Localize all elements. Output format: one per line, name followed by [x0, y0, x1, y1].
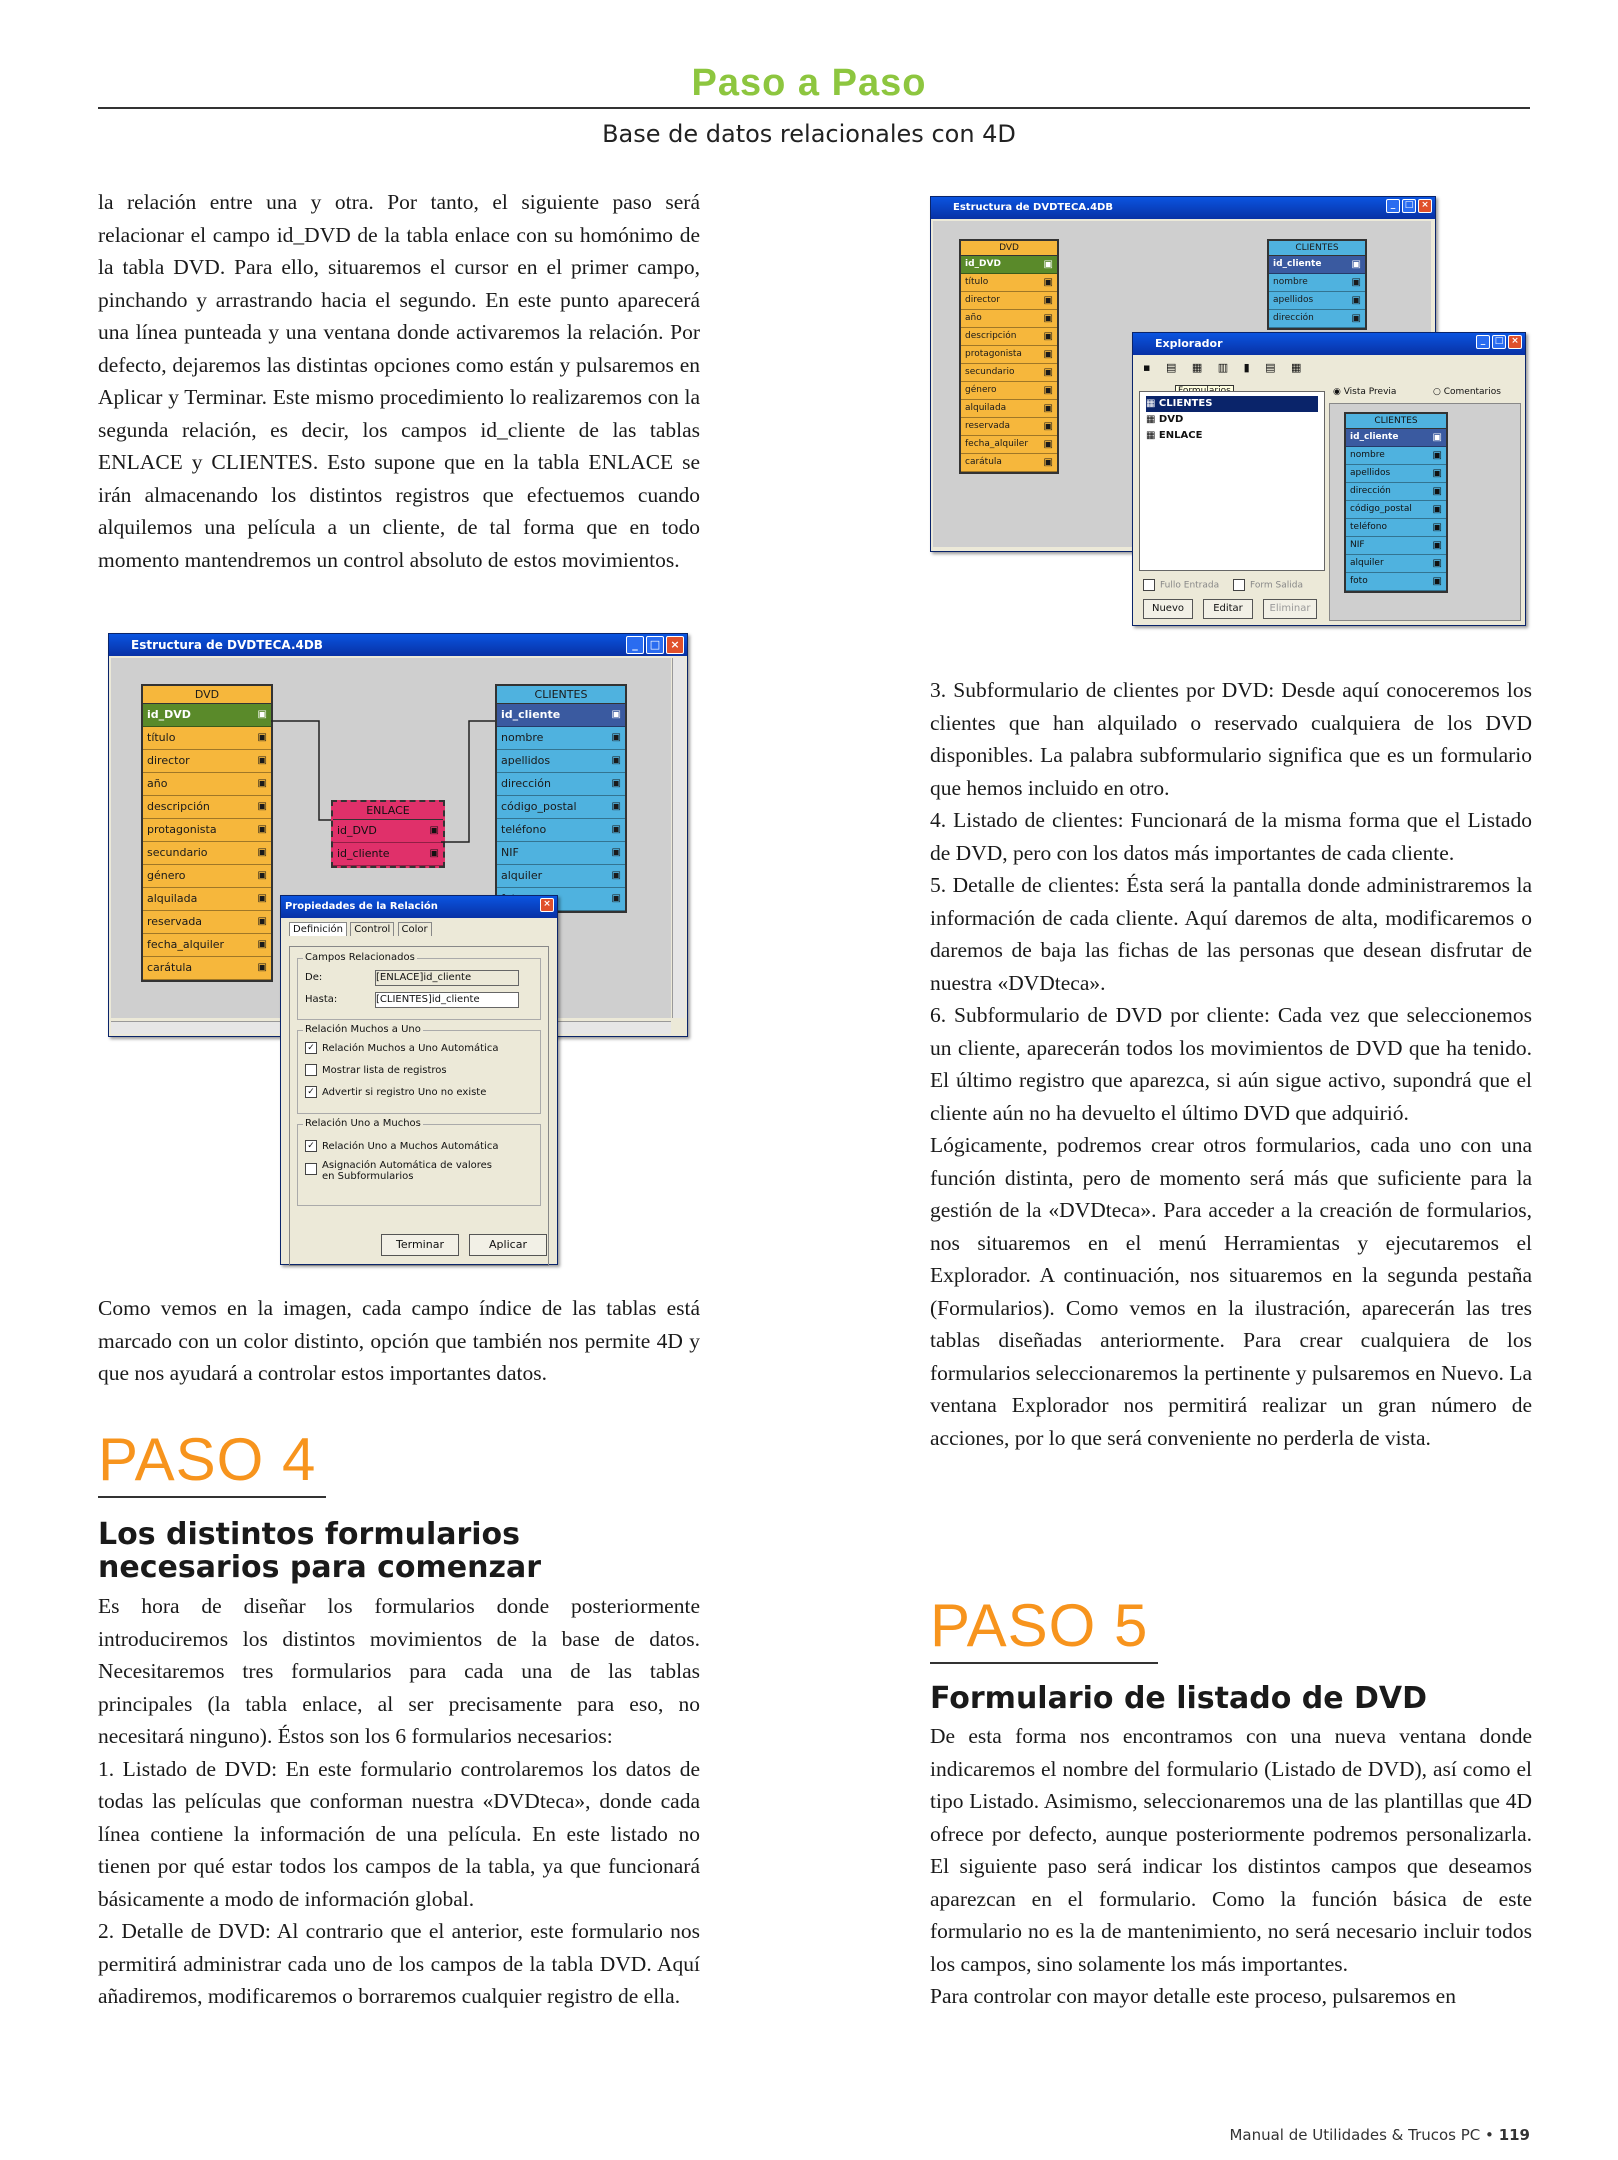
clientes-table-small[interactable]	[1267, 239, 1367, 330]
group-label: Campos Relacionados	[305, 952, 415, 963]
field-name: código_postal	[501, 800, 577, 813]
field-type-icon: ▣	[1043, 331, 1053, 342]
field-name: reservada	[965, 421, 1011, 431]
field-name: id_cliente	[501, 708, 561, 721]
hasta-label: Hasta:	[305, 994, 338, 1005]
editar-button[interactable]: Editar	[1203, 599, 1253, 619]
field-name: título	[965, 277, 989, 287]
paso-rule	[930, 1662, 1158, 1664]
dialog-tabs	[289, 924, 432, 935]
field-name: reservada	[147, 915, 203, 928]
table-field-row[interactable]	[961, 292, 1057, 310]
heading-paso-4: Los distintos formularios necesarios para comenzar	[98, 1517, 541, 1585]
checkbox-advertir[interactable]: ✓ Advertir si registro Uno no existe	[305, 1086, 486, 1098]
tab-color[interactable]: Color	[398, 922, 432, 936]
hasta-field[interactable]: [CLIENTES]id_cliente	[375, 992, 519, 1008]
field-type-icon: ▣	[611, 824, 621, 835]
table-field-row[interactable]	[961, 418, 1057, 436]
field-type-icon: ▣	[1043, 403, 1053, 414]
field-name: apellidos	[501, 754, 551, 767]
table-field-row[interactable]	[1346, 501, 1446, 519]
tree-panel[interactable]	[1139, 391, 1325, 571]
field-name: fecha_alquiler	[965, 439, 1029, 449]
table-field-row[interactable]	[961, 364, 1057, 382]
dvd-table-small[interactable]	[959, 239, 1059, 474]
close-icon[interactable]: ×	[540, 898, 554, 912]
field-name: fecha_alquiler	[147, 938, 225, 951]
table-field-row[interactable]	[1346, 465, 1446, 483]
field-name: descripción	[147, 800, 210, 813]
field-type-icon: ▣	[257, 778, 267, 789]
field-type-icon: ▣	[611, 847, 621, 858]
table-field-row[interactable]	[961, 328, 1057, 346]
field-type-icon: ▣	[1043, 367, 1053, 378]
table-field-row[interactable]	[1346, 573, 1446, 591]
table-field-row[interactable]	[1346, 555, 1446, 573]
heading-paso-5: Formulario de listado de DVD	[930, 1681, 1428, 1716]
table-field-row[interactable]	[961, 274, 1057, 292]
left-paragraph-2: Como vemos en la imagen, cada campo índice de las tablas está marcado con un color distinto, opción que también nos permite 4D y que nos ayudará a controlar estos importantes datos.	[98, 1296, 700, 1385]
field-type-icon: ▣	[1351, 277, 1361, 288]
field-type-icon: ▣	[257, 870, 267, 881]
table-field-row[interactable]	[961, 256, 1057, 274]
table-title: CLIENTES	[497, 686, 625, 704]
field-name: descripción	[965, 331, 1017, 341]
maximize-icon[interactable]: □	[646, 636, 664, 654]
left-paragraphs-3: Es hora de diseñar los formularios donde posteriormente introduciremos los distintos movimientos de la base de datos. Necesitaremos tres formularios para cada una de las tablas principales (la tabla enlace, al ser precisamente para eso, no necesitará ninguno). Éstos son los 6 formularios necesarios: 1. Listado de DVD: En este formulario controlaremos los datos de todas las películas que conforman nuestra «DVDteca», donde cada línea contiene la información de una película. En este listado no tienen por qué estar todos los campos de la tabla, ya que funcionará básicamente a modo de información global. 2. Detalle de DVD: Al contrario que el anterior, este formulario nos permitirá administrar cada uno de los campos de la tabla DVD. Aquí añadiremos, modificaremos o borraremos cualquier registro de ella.	[98, 1594, 700, 2008]
field-name: id_cliente	[337, 847, 390, 860]
terminar-button[interactable]: Terminar	[381, 1234, 459, 1256]
field-name: apellidos	[1273, 295, 1314, 305]
dialog-title: Propiedades de la Relación ×	[281, 896, 557, 918]
checkbox-fullo-entrada[interactable]: Fullo Entrada	[1143, 579, 1219, 591]
window-title: Estructura de DVDTECA.4DB _ □ ×	[109, 634, 687, 656]
explorer-title: Explorador _ □ ×	[1133, 333, 1525, 355]
field-type-icon: ▣	[1432, 558, 1442, 569]
paso-5-label: PASO 5	[930, 1592, 1149, 1659]
field-name: id_cliente	[1350, 432, 1399, 442]
group-label: Relación Muchos a Uno	[305, 1024, 421, 1035]
field-type-icon: ▣	[611, 870, 621, 881]
field-type-icon: ▣	[257, 962, 267, 973]
table-title: CLIENTES	[1346, 414, 1446, 429]
field-name: año	[965, 313, 982, 323]
field-name: protagonista	[965, 349, 1022, 359]
de-field[interactable]: [ENLACE]id_cliente	[375, 970, 519, 986]
close-icon[interactable]: ×	[666, 636, 684, 654]
field-type-icon: ▣	[1432, 522, 1442, 533]
field-name: dirección	[1350, 486, 1391, 496]
field-name: alquiler	[1350, 558, 1384, 568]
field-type-icon: ▣	[257, 893, 267, 904]
field-type-icon: ▣	[1043, 295, 1053, 306]
maximize-icon[interactable]: □	[1402, 199, 1416, 213]
table-field-row[interactable]	[961, 454, 1057, 472]
field-name: id_DVD	[337, 824, 377, 837]
field-type-icon: ▣	[1432, 450, 1442, 461]
close-icon[interactable]: ×	[1508, 335, 1522, 349]
field-type-icon: ▣	[1043, 439, 1053, 450]
field-name: carátula	[147, 961, 193, 974]
field-name: secundario	[965, 367, 1015, 377]
field-type-icon: ▣	[1351, 259, 1361, 270]
field-type-icon: ▣	[257, 939, 267, 950]
close-icon[interactable]: ×	[1418, 199, 1432, 213]
field-name: nombre	[1273, 277, 1308, 287]
table-field-row[interactable]	[1346, 429, 1446, 447]
field-type-icon: ▣	[429, 825, 439, 836]
field-name: alquilada	[965, 403, 1007, 413]
relation-properties-dialog	[280, 895, 558, 1265]
table-title: DVD	[961, 241, 1057, 256]
radio-vista-previa[interactable]: ◉ Vista Previa	[1333, 387, 1397, 397]
table-field-row[interactable]	[1346, 483, 1446, 501]
table-field-row[interactable]	[1269, 274, 1365, 292]
field-name: género	[147, 869, 186, 882]
page-number: 119	[1498, 2126, 1530, 2144]
explorer-toolbar[interactable]: ▪ ▤ ▦ ▥ ▮ ▤ ▦	[1143, 361, 1308, 374]
field-type-icon: ▣	[611, 755, 621, 766]
tree-item[interactable]: ▦ CLIENTES	[1146, 396, 1318, 412]
table-field-row[interactable]	[961, 346, 1057, 364]
field-type-icon: ▣	[1351, 313, 1361, 324]
aplicar-button[interactable]: Aplicar	[469, 1234, 547, 1256]
field-type-icon: ▣	[611, 893, 621, 904]
table-field-row[interactable]	[961, 310, 1057, 328]
field-type-icon: ▣	[1432, 468, 1442, 479]
field-name: teléfono	[1350, 522, 1387, 532]
left-paragraph-1: la relación entre una y otra. Por tanto, el siguiente paso será relacionar el campo id_DVD de la tabla enlace con su homónimo de la tabla DVD. Para ello, situaremos el cursor en el primer campo, pinchando y arrastrando hacia el segundo. En este punto aparecerá una línea punteada y una ventana donde activaremos la relación. Por defecto, dejaremos las distintas opciones como están y pulsaremos en Aplicar y Terminar. Este mismo procedimiento lo realizaremos con la segunda relación, es decir, los campos id_cliente de las tablas ENLACE y CLIENTES. Esto supone que en la tabla ENLACE se irán almacenando los distintos registros que efectuemos cuando alquilemos una película a un cliente, de tal forma que en todo momento mantendremos un control absoluto de estos movimientos.	[98, 190, 700, 572]
clientes-preview	[1344, 412, 1448, 593]
table-field-row[interactable]	[961, 400, 1057, 418]
table-title: DVD	[143, 686, 271, 704]
field-type-icon: ▣	[429, 848, 439, 859]
article-subtitle: Base de datos relacionales con 4D	[602, 120, 1016, 148]
paso-rule	[98, 1496, 326, 1498]
field-name: foto	[1350, 576, 1368, 586]
table-title: CLIENTES	[1269, 241, 1365, 256]
field-name: NIF	[1350, 540, 1365, 550]
field-name: apellidos	[1350, 468, 1391, 478]
page-footer: Manual de Utilidades & Trucos PC • 119	[1229, 2126, 1530, 2144]
field-type-icon: ▣	[1043, 313, 1053, 324]
table-field-row[interactable]	[1269, 310, 1365, 328]
tree-item[interactable]: ▦ DVD	[1146, 414, 1184, 425]
table-field-row[interactable]	[1269, 292, 1365, 310]
checkbox-muchos-uno[interactable]: ✓ Relación Muchos a Uno Automática	[305, 1042, 498, 1054]
field-name: id_DVD	[965, 259, 1001, 269]
field-type-icon: ▣	[1043, 259, 1053, 270]
field-type-icon: ▣	[257, 824, 267, 835]
checkbox-mostrar-lista[interactable]: Mostrar lista de registros	[305, 1064, 447, 1076]
table-field-row[interactable]	[961, 436, 1057, 454]
field-type-icon: ▣	[257, 801, 267, 812]
checkbox-asignacion[interactable]: Asignación Automática de valores en Subformularios	[305, 1160, 505, 1182]
field-name: protagonista	[147, 823, 217, 836]
field-type-icon: ▣	[1043, 349, 1053, 360]
table-field-row[interactable]	[1346, 519, 1446, 537]
paso-4-label: PASO 4	[98, 1426, 317, 1493]
preview-panel	[1329, 403, 1521, 621]
field-type-icon: ▣	[257, 732, 267, 743]
group-label: Relación Uno a Muchos	[305, 1118, 421, 1129]
right-paragraphs-1: 3. Subformulario de clientes por DVD: Desde aquí conoceremos los clientes que han alquilado o reservado cualquiera de los DVD disponibles. La palabra subformulario significa que es un formulario que hemos incluido en otro. 4. Listado de clientes: Funcionará de la misma forma que el Listado de DVD, pero con los datos más importantes de cada cliente. 5. Detalle de clientes: Ésta será la pantalla donde administraremos la información de cada cliente. Aquí daremos de alta, modificaremos o daremos de baja las fichas de las personas que desean disfrutar de nuestra «DVDteca». 6. Subformulario de DVD por cliente: Cada vez que seleccionemos un cliente, aparecerán todos los movimientos de DVD que ha tenido. El último registro que aparezca, si aún sigue activo, supondrá que el cliente aún no ha devuelto el último DVD que adquirió. Lógicamente, podremos crear otros formularios, cada uno con una función distinta, pero de momento será más que suficiente para la gestión de la «DVDteca». Para acceder a la creación de formularios, nos situaremos en el menú Herramientas y ejecutaremos el Explorador. A continuación, nos situaremos en la segunda pestaña (Formularios). Como vemos en la ilustración, aparecerán las tres tablas diseñadas anteriormente. Para crear cualquiera de los formularios seleccionaremos la pertinente y pulsaremos en Nuevo. La ventana Explorador nos permitirá realizar un gran número de acciones, por lo que será conveniente no perderla de vista.	[930, 678, 1532, 1450]
table-field-row[interactable]	[1346, 537, 1446, 555]
table-field-row[interactable]	[1269, 256, 1365, 274]
field-name: dirección	[501, 777, 551, 790]
field-type-icon: ▣	[1043, 277, 1053, 288]
field-name: director	[147, 754, 190, 767]
checkbox-uno-muchos[interactable]: ✓ Relación Uno a Muchos Automática	[305, 1140, 498, 1152]
field-name: nombre	[501, 731, 544, 744]
nuevo-button[interactable]: Nuevo	[1143, 599, 1193, 619]
minimize-icon[interactable]: _	[626, 636, 644, 654]
minimize-icon[interactable]: _	[1476, 335, 1490, 349]
field-name: secundario	[147, 846, 208, 859]
explorer-window	[1132, 332, 1526, 626]
section-title: Paso a Paso	[691, 62, 927, 104]
field-type-icon: ▣	[1432, 486, 1442, 497]
field-name: id_DVD	[147, 708, 191, 721]
window-title: Estructura de DVDTECA.4DB _ □ ×	[931, 197, 1435, 219]
field-name: código_postal	[1350, 504, 1412, 514]
field-type-icon: ▣	[1043, 421, 1053, 432]
header-rule	[98, 107, 1530, 109]
field-type-icon: ▣	[611, 732, 621, 743]
tab-control[interactable]: Control	[350, 922, 394, 936]
field-type-icon: ▣	[257, 916, 267, 927]
field-name: director	[965, 295, 1000, 305]
minimize-icon[interactable]: _	[1386, 199, 1400, 213]
checkbox-form-salida[interactable]: Form Salida	[1233, 579, 1303, 591]
tree-item[interactable]: ▦ ENLACE	[1146, 430, 1203, 441]
table-title: ENLACE	[333, 802, 443, 820]
field-type-icon: ▣	[1043, 385, 1053, 396]
field-type-icon: ▣	[257, 847, 267, 858]
eliminar-button[interactable]: Eliminar	[1263, 599, 1317, 619]
field-type-icon: ▣	[611, 778, 621, 789]
table-field-row[interactable]	[961, 382, 1057, 400]
field-name: título	[147, 731, 176, 744]
field-type-icon: ▣	[1432, 504, 1442, 515]
table-field-row[interactable]	[1346, 447, 1446, 465]
group-campos	[297, 958, 541, 1020]
right-paragraphs-2: De esta forma nos encontramos con una nueva ventana donde indicaremos el nombre del formulario (Listado de DVD), así como el tipo Listado. Asimismo, seleccionaremos una de las plantillas que 4D ofrece por defecto, aunque posteriormente podremos personalizarla. El siguiente paso será indicar los distintos campos que deseamos aparezcan en el formulario. Como la función básica de este formulario no es la de mantenimiento, no será necesario incluir todos los campos, sino solamente los más importantes. Para controlar con mayor detalle este proceso, pulsaremos en	[930, 1724, 1532, 2008]
field-type-icon: ▣	[1432, 540, 1442, 551]
field-name: año	[147, 777, 168, 790]
de-label: De:	[305, 972, 323, 983]
field-type-icon: ▣	[257, 755, 267, 766]
maximize-icon[interactable]: □	[1492, 335, 1506, 349]
field-name: alquiler	[501, 869, 543, 882]
field-type-icon: ▣	[1351, 295, 1361, 306]
field-name: NIF	[501, 846, 519, 859]
field-type-icon: ▣	[1432, 576, 1442, 587]
field-type-icon: ▣	[1043, 457, 1053, 468]
field-type-icon: ▣	[1432, 432, 1442, 443]
tab-definicion[interactable]: Definición	[289, 922, 347, 936]
field-name: dirección	[1273, 313, 1314, 323]
field-name: género	[965, 385, 997, 395]
field-name: teléfono	[501, 823, 547, 836]
field-type-icon: ▣	[257, 709, 267, 720]
field-type-icon: ▣	[611, 709, 621, 720]
field-name: alquilada	[147, 892, 198, 905]
field-name: id_cliente	[1273, 259, 1322, 269]
radio-comentarios[interactable]: ○ Comentarios	[1433, 387, 1501, 397]
field-name: carátula	[965, 457, 1002, 467]
field-name: nombre	[1350, 450, 1385, 460]
field-type-icon: ▣	[611, 801, 621, 812]
